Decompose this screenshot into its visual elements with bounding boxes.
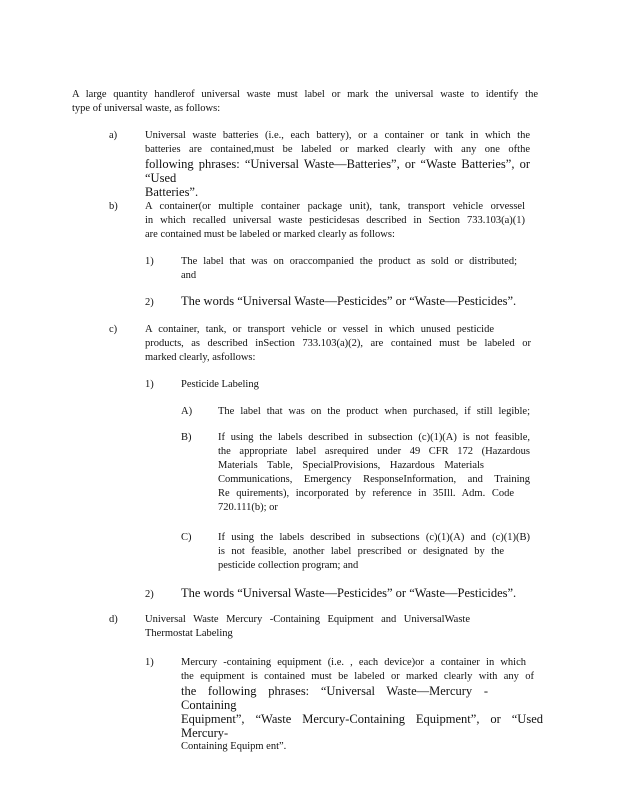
- text-line: The words “Universal Waste—Pesticides” or “Waste—Pesticides”.: [181, 586, 517, 600]
- item-label-b-2: 2): [145, 297, 154, 308]
- text-line: Mercury -containing equipment (i.e. , each device)or a container in which: [181, 657, 526, 668]
- item-b-1-text: [181, 255, 517, 283]
- text-line: The words “Universal Waste—Pesticides” or “Waste—Pesticides”.: [181, 294, 517, 308]
- item-c-1-heading: [181, 378, 259, 392]
- item-label-c-2: 2): [145, 589, 154, 600]
- text-line: Materials Table, SpecialProvisions, Hazardous Materials: [218, 460, 484, 471]
- item-label-b-1: 1): [145, 256, 154, 267]
- item-c-1-A-text: [218, 405, 530, 419]
- text-line: The label that was on oraccompanied the product as sold or distributed;: [181, 256, 517, 267]
- text-line: the following phrases: “Universal Waste—Mercury -Containing: [181, 684, 488, 712]
- item-b-text: [145, 200, 525, 242]
- text-line: and: [181, 270, 197, 281]
- text-line: Re quirements), incorporated by reference in 35Ill. Adm. Code: [218, 488, 514, 499]
- item-label-c-1: 1): [145, 379, 154, 390]
- text-line: A large quantity handlerof universal waste must label or mark the universal waste to identify the: [72, 89, 538, 100]
- text-line: following phrases: “Universal Waste—Batteries”, or “Waste Batteries”, or “Used: [145, 157, 530, 185]
- item-c-1-B-text: [218, 431, 530, 515]
- item-label-c-1-A: A): [181, 406, 193, 417]
- text-line: Batteries”.: [145, 185, 199, 199]
- item-c-2-text: [181, 586, 521, 600]
- item-label-d: d): [109, 614, 118, 625]
- text-line: marked clearly, asfollows:: [145, 352, 256, 363]
- item-b-2-text: [181, 294, 521, 308]
- text-line: A container(or multiple container package unit), tank, transport vehicle orvessel: [145, 201, 525, 212]
- item-label-d-1: 1): [145, 657, 154, 668]
- text-line: the appropriate label asrequired under 49 CFR 172 (Hazardous: [218, 446, 530, 457]
- text-line: Thermostat Labeling: [145, 628, 233, 639]
- item-d-1-text: [181, 656, 543, 754]
- text-line: Equipment”, “Waste Mercury-Containing Equipment”, or “Used Mercury-: [181, 712, 543, 740]
- intro-paragraph: [72, 88, 538, 116]
- text-line: is not feasible, another label prescribed or designated by the: [218, 546, 504, 557]
- item-label-c-1-B: B): [181, 432, 192, 443]
- item-label-c-1-C: C): [181, 532, 192, 543]
- item-c-1-C-text: [218, 531, 530, 573]
- item-d-text: [145, 613, 470, 641]
- text-line: Universal Waste Mercury -Containing Equipment and UniversalWaste: [145, 614, 470, 625]
- text-line: products, as described inSection 733.103(a)(2), are contained must be labeled or: [145, 338, 531, 349]
- text-line: A container, tank, or transport vehicle or vessel in which unused pesticide: [145, 324, 494, 335]
- text-line: If using the labels described in subsections (c)(1)(A) and (c)(1)(B): [218, 532, 530, 543]
- item-label-b: b): [109, 201, 118, 212]
- text-line: Universal waste batteries (i.e., each battery), or a container or tank in which the: [145, 130, 530, 141]
- item-label-c: c): [109, 324, 118, 335]
- text-line: Containing Equipm ent”.: [181, 741, 287, 752]
- item-label-a: a): [109, 130, 118, 141]
- text-line: the equipment is contained must be labeled or marked clearly with any of: [181, 671, 534, 682]
- text-line: 720.111(b); or: [218, 502, 278, 513]
- text-line: Pesticide Labeling: [181, 379, 259, 390]
- text-line: are contained must be labeled or marked clearly as follows:: [145, 229, 395, 240]
- item-c-text: [145, 323, 531, 365]
- text-line: in which recalled universal waste pesticidesas described in Section 733.103(a)(1): [145, 215, 525, 226]
- text-line: type of universal waste, as follows:: [72, 103, 221, 114]
- text-line: The label that was on the product when purchased, if still legible;: [218, 406, 530, 417]
- text-line: batteries are contained,must be labeled or marked clearly with any one ofthe: [145, 144, 530, 155]
- text-line: If using the labels described in subsection (c)(1)(A) is not feasible,: [218, 432, 530, 443]
- item-a-text: [145, 129, 530, 199]
- text-line: pesticide collection program; and: [218, 560, 359, 571]
- text-line: Communications, Emergency ResponseInformation, and Training: [218, 474, 530, 485]
